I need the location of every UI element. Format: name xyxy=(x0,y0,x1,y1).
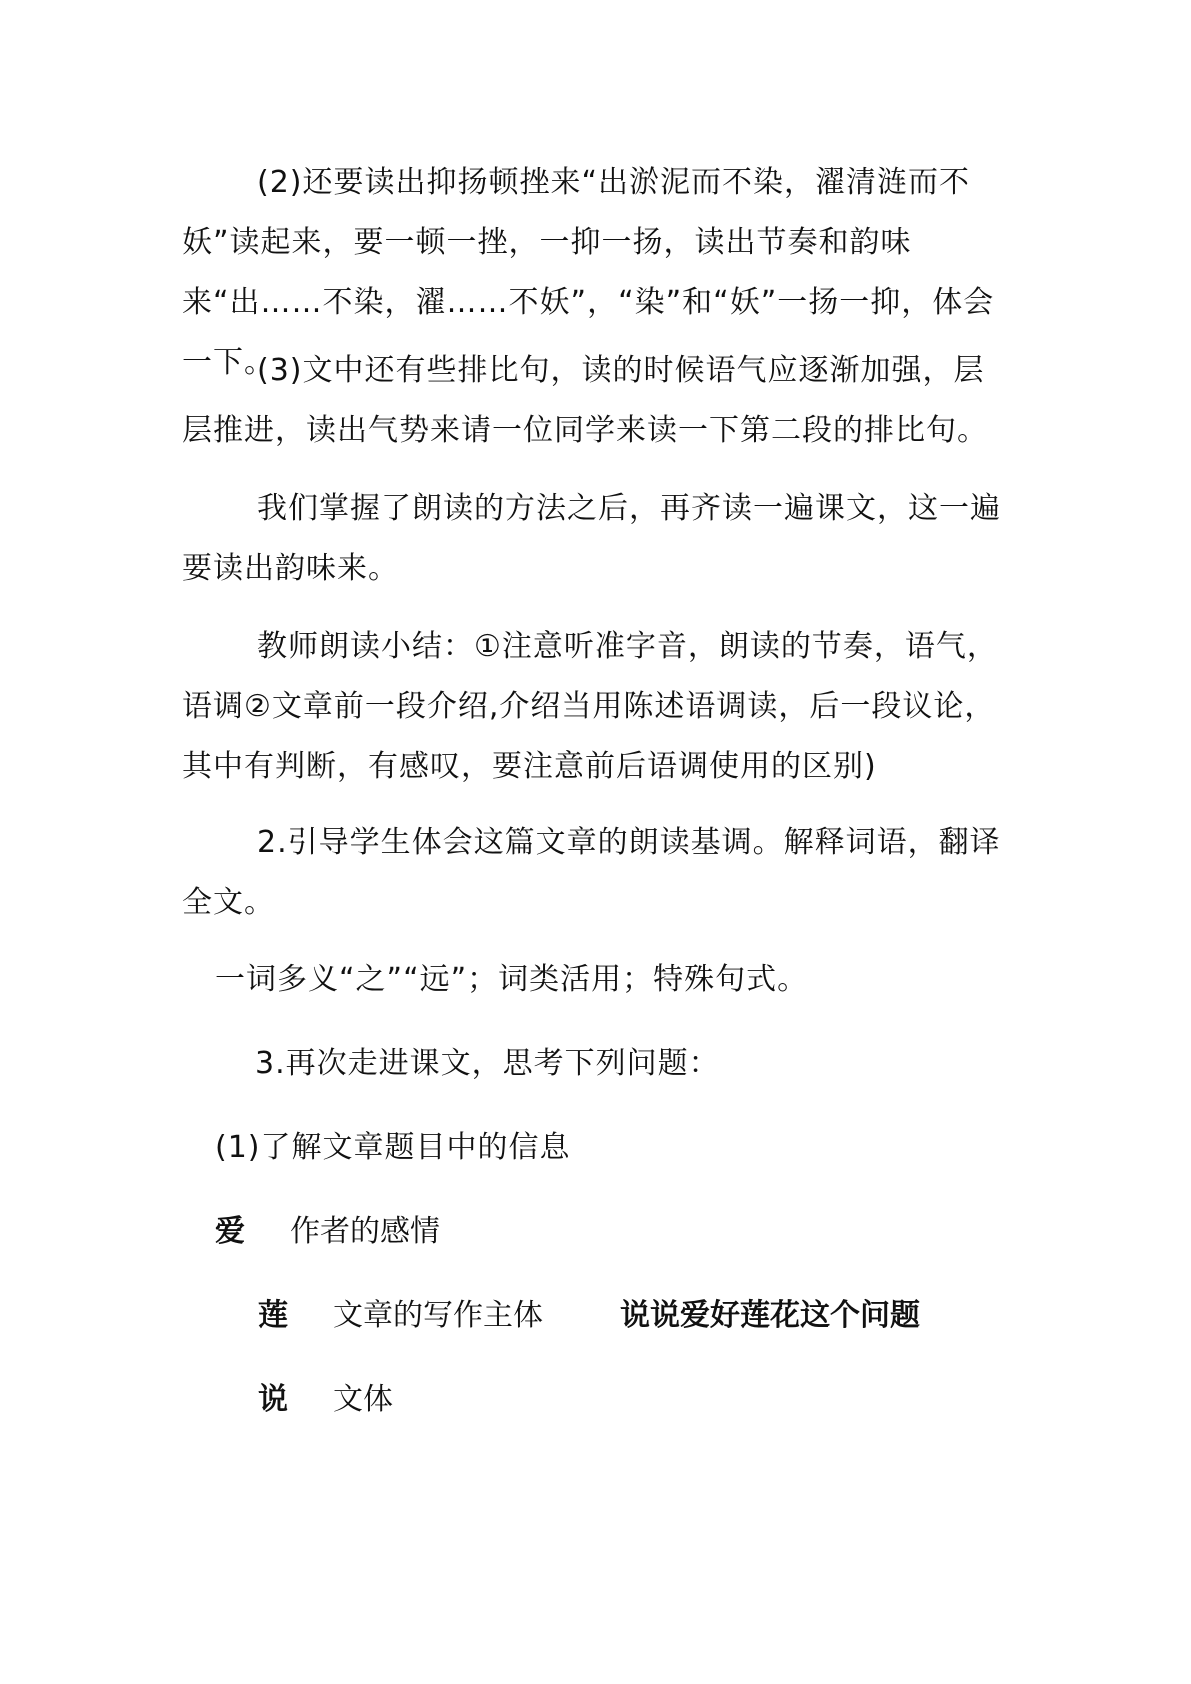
term-shuo-meaning: 文体 xyxy=(333,1382,393,1417)
term-lian-meaning: 文章的写作主体 xyxy=(333,1298,543,1333)
line-word-meanings: 一词多义“之”“远”；词类活用；特殊句式。 xyxy=(215,962,809,997)
paragraph-reading-rhythm: (2)还要读出抑扬顿挫来“出淤泥而不染，濯清涟而不妖”读起来，要一顿一挫，一抑一扬，读出节奏和韵味来“出……不染，濯……不妖”，“染”和“妖”一扬一抑，体会一下。 xyxy=(182,165,995,380)
term-lian-note: 说说爱好莲花这个问题 xyxy=(620,1298,920,1333)
term-lian: 莲 xyxy=(258,1298,288,1333)
term-ai-meaning: 作者的感情 xyxy=(290,1214,440,1249)
line-title-info: (1)了解文章题目中的信息 xyxy=(215,1130,571,1165)
line-think-questions: 3.再次走进课文，思考下列问题： xyxy=(255,1046,720,1081)
paragraph-guide-students: 2.引导学生体会这篇文章的朗读基调。解释词语，翻译全文。 xyxy=(182,825,1001,920)
paragraph-teacher-summary: 教师朗读小结：①注意听准字音，朗读的节奏，语气，语调②文章前一段介绍,介绍当用陈述语调读，后一段议论，其中有判断，有感叹，要注意前后语调使用的区别) xyxy=(182,629,998,784)
paragraph-read-again: 我们掌握了朗读的方法之后，再齐读一遍课文，这一遍要读出韵味来。 xyxy=(182,491,1001,586)
paragraph-parallel-sentences: (3)文中还有些排比句，读的时候语气应逐渐加强，层层推进，读出气势来请一位同学来读一下第二段的排比句。 xyxy=(182,353,988,448)
term-shuo: 说 xyxy=(258,1382,288,1417)
term-ai: 爱 xyxy=(215,1214,245,1249)
